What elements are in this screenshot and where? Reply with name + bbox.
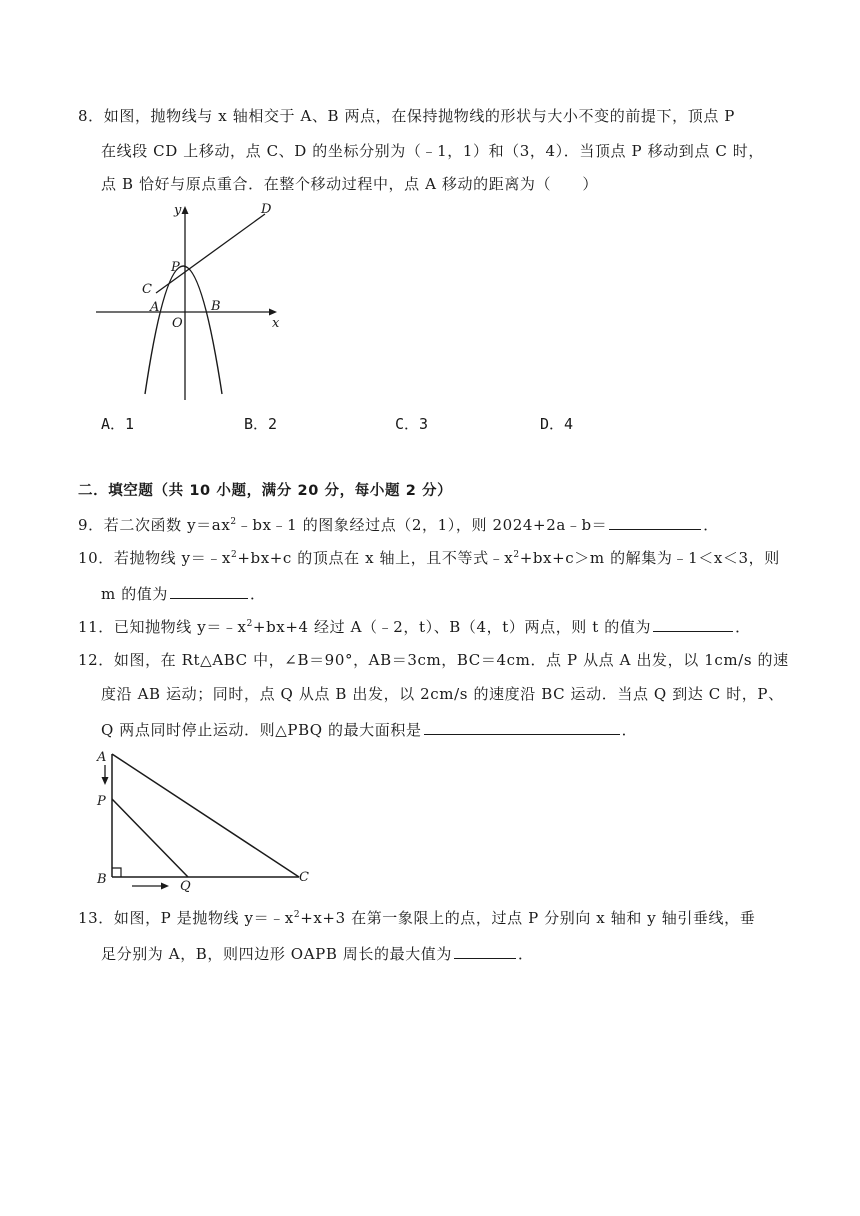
q8-text-line-2: 在线段 CD 上移动，点 C、D 的坐标分别为（﹣1，1）和（3，4）．当顶点 P 移动到点 C 时， — [101, 142, 764, 160]
arrow-down-head — [102, 777, 109, 785]
label-d: D — [261, 202, 272, 217]
label-a: A — [97, 750, 107, 765]
q9-answer-blank[interactable] — [609, 513, 701, 530]
q8-parabola-figure — [90, 198, 290, 404]
label-p: P — [97, 794, 106, 809]
q8-text-line-1: 8．如图，抛物线与 x 轴相交于 A、B 两点，在保持抛物线的形状与大小不变的前提下，顶点 P — [78, 107, 735, 125]
q9-text: 9．若二次函数 $y=ax^2﹣bx﹣1$ 的图象经过点（2，1），则 2024+2a﹣b＝ ． — [78, 513, 719, 535]
label-q: Q — [180, 879, 191, 894]
q8-option-d: D．4 — [540, 415, 574, 433]
segment-cd — [156, 214, 265, 293]
q12-text-line-2: 度沿 AB 运动；同时，点 Q 从点 B 出发，以 2cm/s 的速度沿 BC 运动．当点 Q 到达 C 时，P、 — [101, 685, 784, 703]
q13-text-line-1: 13．如图，P 是抛物线 $y=﹣x^2+x+3$ 在第一象限上的点，过点 P 分别向 x 轴和 y 轴引垂线，垂 — [78, 909, 756, 927]
q8-option-b: B．2 — [244, 415, 278, 433]
q8-option-c: C．3 — [395, 415, 429, 433]
label-x: x — [272, 316, 280, 331]
x-axis-arrow — [269, 309, 277, 316]
q13-answer-blank[interactable] — [454, 942, 516, 959]
y-axis-arrow — [182, 206, 189, 214]
label-o: O — [172, 316, 183, 331]
q10-text-line-2: m 的值为 ． — [101, 582, 266, 604]
q10-text-line-1: 10．若抛物线 $y=﹣x^2+bx+c$ 的顶点在 x 轴上，且不等式$﹣x^2+bx+c>m$ 的解集为﹣1＜x＜3，则 — [78, 549, 780, 567]
label-b: B — [97, 872, 107, 887]
q12-text-line-3: Q 两点同时停止运动．则△PBQ 的最大面积是 ． — [101, 718, 637, 740]
q11-answer-blank[interactable] — [653, 615, 733, 632]
parabola-curve — [145, 266, 222, 394]
label-c: C — [142, 282, 152, 297]
label-a: A — [150, 300, 160, 315]
q12-triangle-figure — [94, 744, 324, 894]
segment-pq — [112, 799, 188, 877]
arrow-right-head — [161, 883, 169, 890]
q13-text-line-2: 足分别为 A，B，则四边形 OAPB 周长的最大值为 ． — [101, 942, 534, 964]
side-ac — [112, 754, 299, 877]
q12-answer-blank[interactable] — [424, 718, 620, 735]
q10-answer-blank[interactable] — [170, 582, 248, 599]
label-p: P — [171, 260, 180, 275]
q8-option-a: A．1 — [101, 415, 135, 433]
section-heading: 二．填空题（共 10 小题，满分 20 分，每小题 2 分） — [78, 483, 453, 499]
q8-text-line-3: 点 B 恰好与原点重合．在整个移动过程中，点 A 移动的距离为（ ） — [101, 175, 598, 193]
q11-text: 11．已知抛物线 $y=﹣x^2+bx+4$ 经过 A（﹣2，t）、B（4，t）两点，则 t 的值为 ． — [78, 615, 751, 637]
label-y: y — [174, 203, 182, 218]
label-c: C — [299, 870, 309, 885]
right-angle-mark — [112, 868, 121, 877]
q12-text-line-1: 12．如图，在 Rt△ABC 中，∠B＝90°，AB＝3cm，BC＝4cm．点 P 从点 A 出发，以 1cm/s 的速 — [78, 651, 789, 669]
label-b: B — [211, 299, 221, 314]
